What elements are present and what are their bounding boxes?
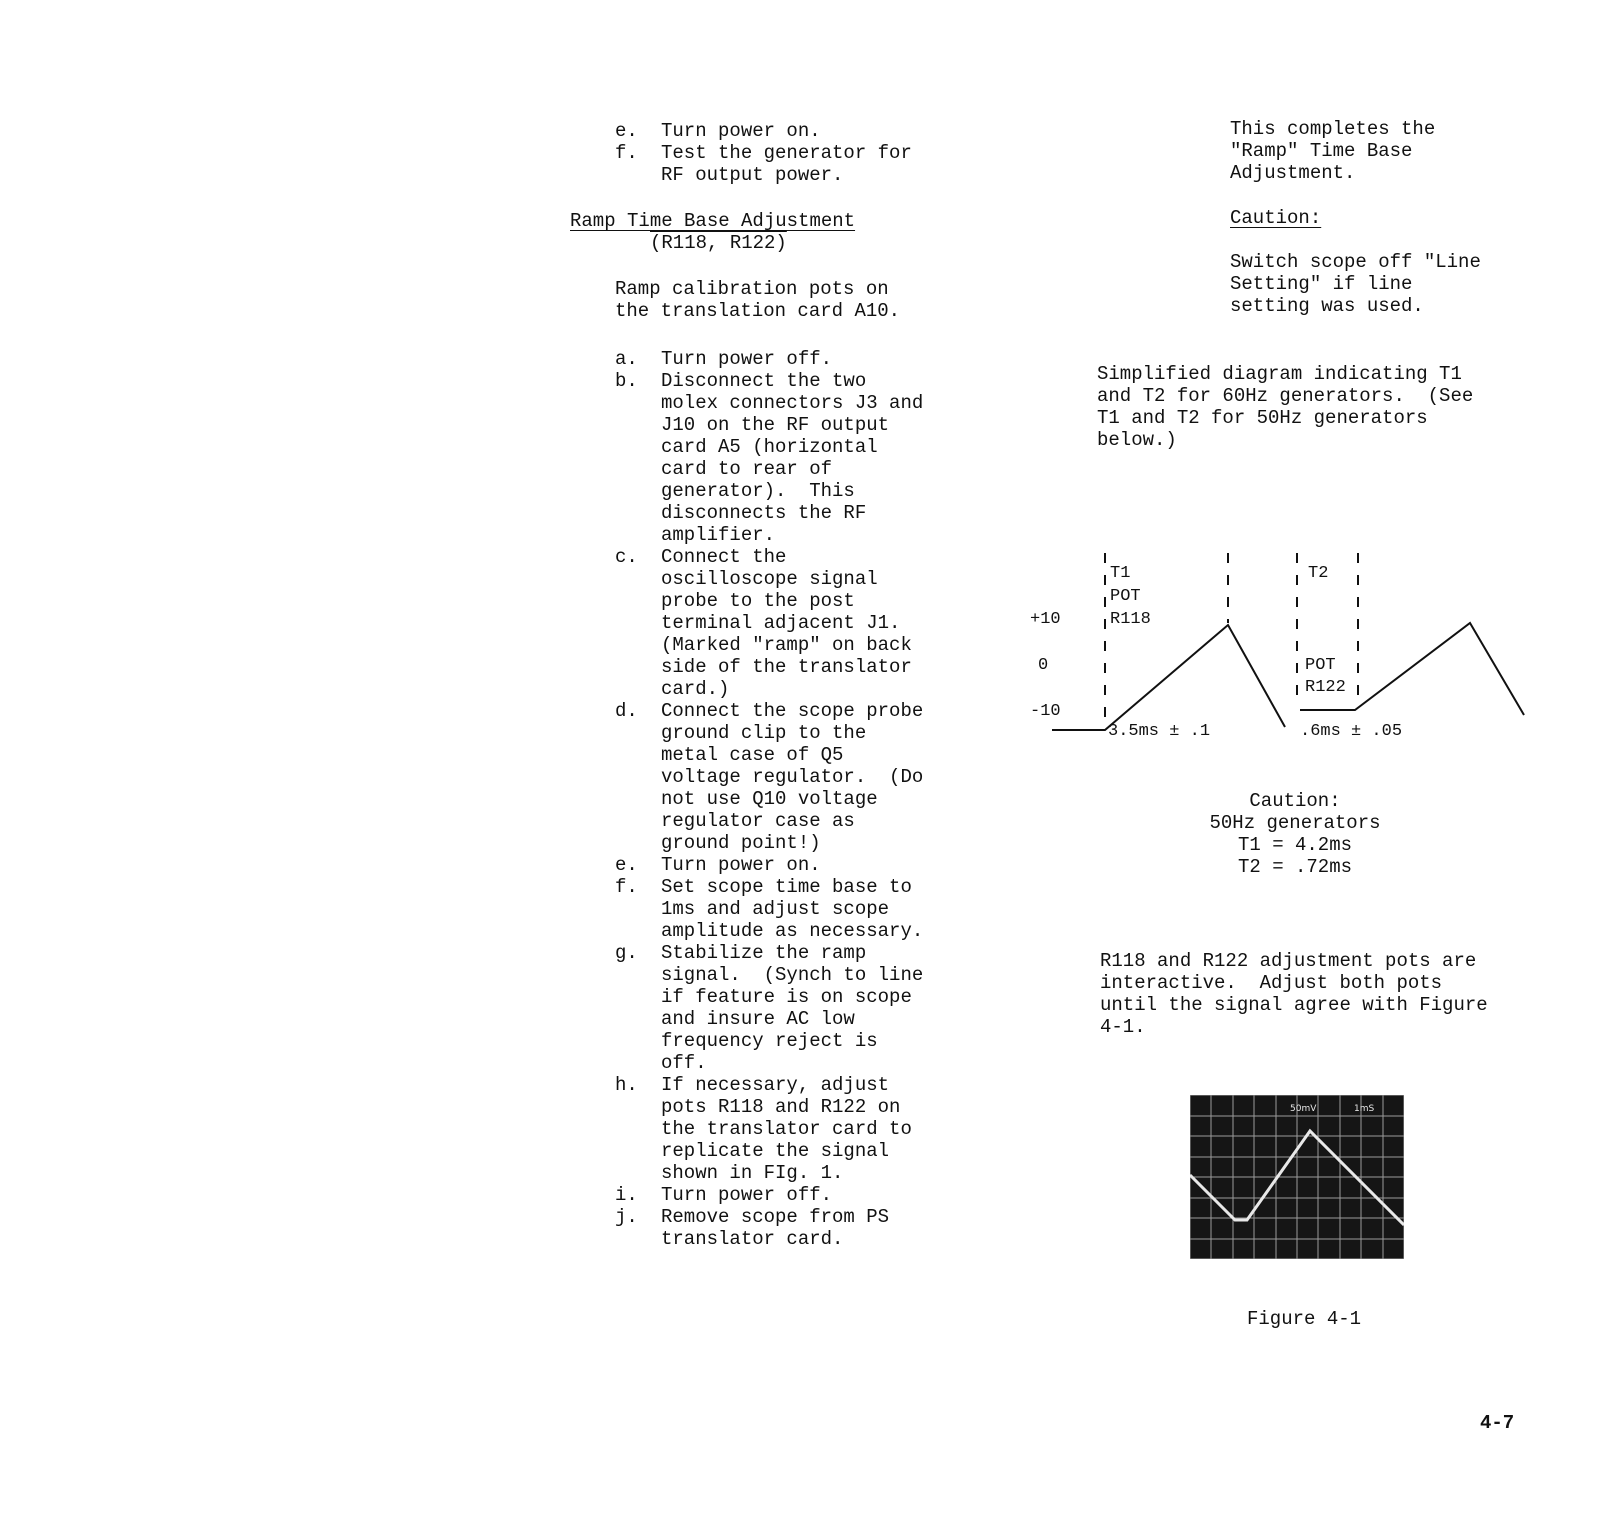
step-label: g. bbox=[615, 942, 638, 964]
y-label-minus10: -10 bbox=[1030, 702, 1061, 721]
adjustment-steps-list bbox=[615, 348, 955, 1250]
ramp-timing-diagram bbox=[1030, 545, 1530, 765]
step-e bbox=[615, 854, 955, 876]
step-text: Remove scope from PS translator card. bbox=[661, 1206, 890, 1250]
step-text: Turn power on. bbox=[661, 854, 821, 876]
step-label: j. bbox=[615, 1206, 638, 1228]
t1-label: T1 bbox=[1110, 564, 1131, 583]
step-text: Turn power off. bbox=[661, 348, 833, 370]
scope-readout-time: 1mS bbox=[1354, 1104, 1375, 1114]
t2-timing: .6ms ± .05 bbox=[1300, 722, 1403, 741]
t2-label: T2 bbox=[1308, 564, 1329, 583]
completion-note: This completes the "Ramp" Time Base Adjustment. bbox=[1230, 118, 1436, 184]
section-subtitle: (R118, R122) bbox=[650, 232, 787, 254]
step-label: d. bbox=[615, 700, 638, 722]
step-i bbox=[615, 1184, 955, 1206]
top-steps-list bbox=[615, 120, 955, 186]
t2-pot-label: POT bbox=[1305, 656, 1336, 675]
t2-r122-label: R122 bbox=[1305, 678, 1346, 697]
page-number: 4-7 bbox=[1480, 1412, 1515, 1434]
caution-50hz-heading: Caution: bbox=[1249, 790, 1341, 812]
y-label-plus10: +10 bbox=[1030, 610, 1061, 629]
caution-heading: Caution: bbox=[1230, 207, 1322, 229]
step-text: Stabilize the ramp signal. (Synch to line if feature is on scope and insure AC low frequency reject is off. bbox=[661, 942, 924, 1074]
step-text: If necessary, adjust pots R118 and R122 on the translator card to replicate the signal shown in FIg. 1. bbox=[661, 1074, 912, 1184]
step-h bbox=[615, 1074, 955, 1184]
step-text: Turn power on. bbox=[661, 120, 821, 142]
t1-r118-label: R118 bbox=[1110, 610, 1151, 629]
step-label: h. bbox=[615, 1074, 638, 1096]
step-a bbox=[615, 348, 955, 370]
step-label: a. bbox=[615, 348, 638, 370]
top-step-e bbox=[615, 120, 955, 142]
step-label: e. bbox=[615, 854, 638, 876]
top-step-f bbox=[615, 142, 955, 186]
ramp-waveform bbox=[1052, 625, 1285, 730]
step-b bbox=[615, 370, 955, 546]
figure-caption: Figure 4-1 bbox=[1247, 1308, 1362, 1330]
caution-50hz bbox=[1195, 790, 1395, 878]
step-label: e. bbox=[615, 120, 638, 142]
step-label: f. bbox=[615, 876, 638, 898]
step-text: Connect the oscilloscope signal probe to the post terminal adjacent J1. (Marked "ramp" on back side of the translator card.) bbox=[661, 546, 912, 700]
step-f bbox=[615, 876, 955, 942]
step-label: b. bbox=[615, 370, 638, 392]
step-c bbox=[615, 546, 955, 700]
t1-timing: 3.5ms ± .1 bbox=[1108, 722, 1211, 741]
step-label: c. bbox=[615, 546, 638, 568]
step-j bbox=[615, 1206, 955, 1250]
step-g bbox=[615, 942, 955, 1074]
section-title: Ramp Time Base Adjustment bbox=[570, 210, 856, 232]
step-text: Set scope time base to 1ms and adjust scope amplitude as necessary. bbox=[661, 876, 924, 942]
caution-text: Switch scope off "Line Setting" if line setting was used. bbox=[1230, 251, 1481, 317]
step-text: Disconnect the two molex connectors J3 and J10 on the RF output card A5 (horizontal card to rear of generator). This disconnects the RF amplifier. bbox=[661, 370, 924, 546]
section-intro: Ramp calibration pots on the translation card A10. bbox=[615, 278, 901, 322]
step-text: Test the generator for RF output power. bbox=[661, 142, 912, 186]
caution-50hz-line-3: T2 = .72ms bbox=[1237, 856, 1353, 878]
step-d bbox=[615, 700, 955, 854]
step-label: i. bbox=[615, 1184, 638, 1206]
step-text: Turn power off. bbox=[661, 1184, 833, 1206]
step-label: f. bbox=[615, 142, 638, 164]
oscilloscope-photo bbox=[1190, 1095, 1404, 1259]
caution-50hz-line-2: T1 = 4.2ms bbox=[1237, 834, 1353, 856]
caution-50hz-line-1: 50Hz generators bbox=[1209, 812, 1381, 834]
diagram-caption: Simplified diagram indicating T1 and T2 for 60Hz generators. (See T1 and T2 for 50Hz generators below.) bbox=[1097, 363, 1474, 451]
y-label-zero: 0 bbox=[1038, 656, 1049, 675]
interactive-note: R118 and R122 adjustment pots are interactive. Adjust both pots until the signal agree with Figure 4-1. bbox=[1100, 950, 1488, 1038]
scope-readout-volts: 50mV bbox=[1290, 1104, 1317, 1114]
step-text: Connect the scope probe ground clip to the metal case of Q5 voltage regulator. (Do not use Q10 voltage regulator case as ground point!) bbox=[661, 700, 924, 854]
t1-pot-label: POT bbox=[1110, 587, 1141, 606]
